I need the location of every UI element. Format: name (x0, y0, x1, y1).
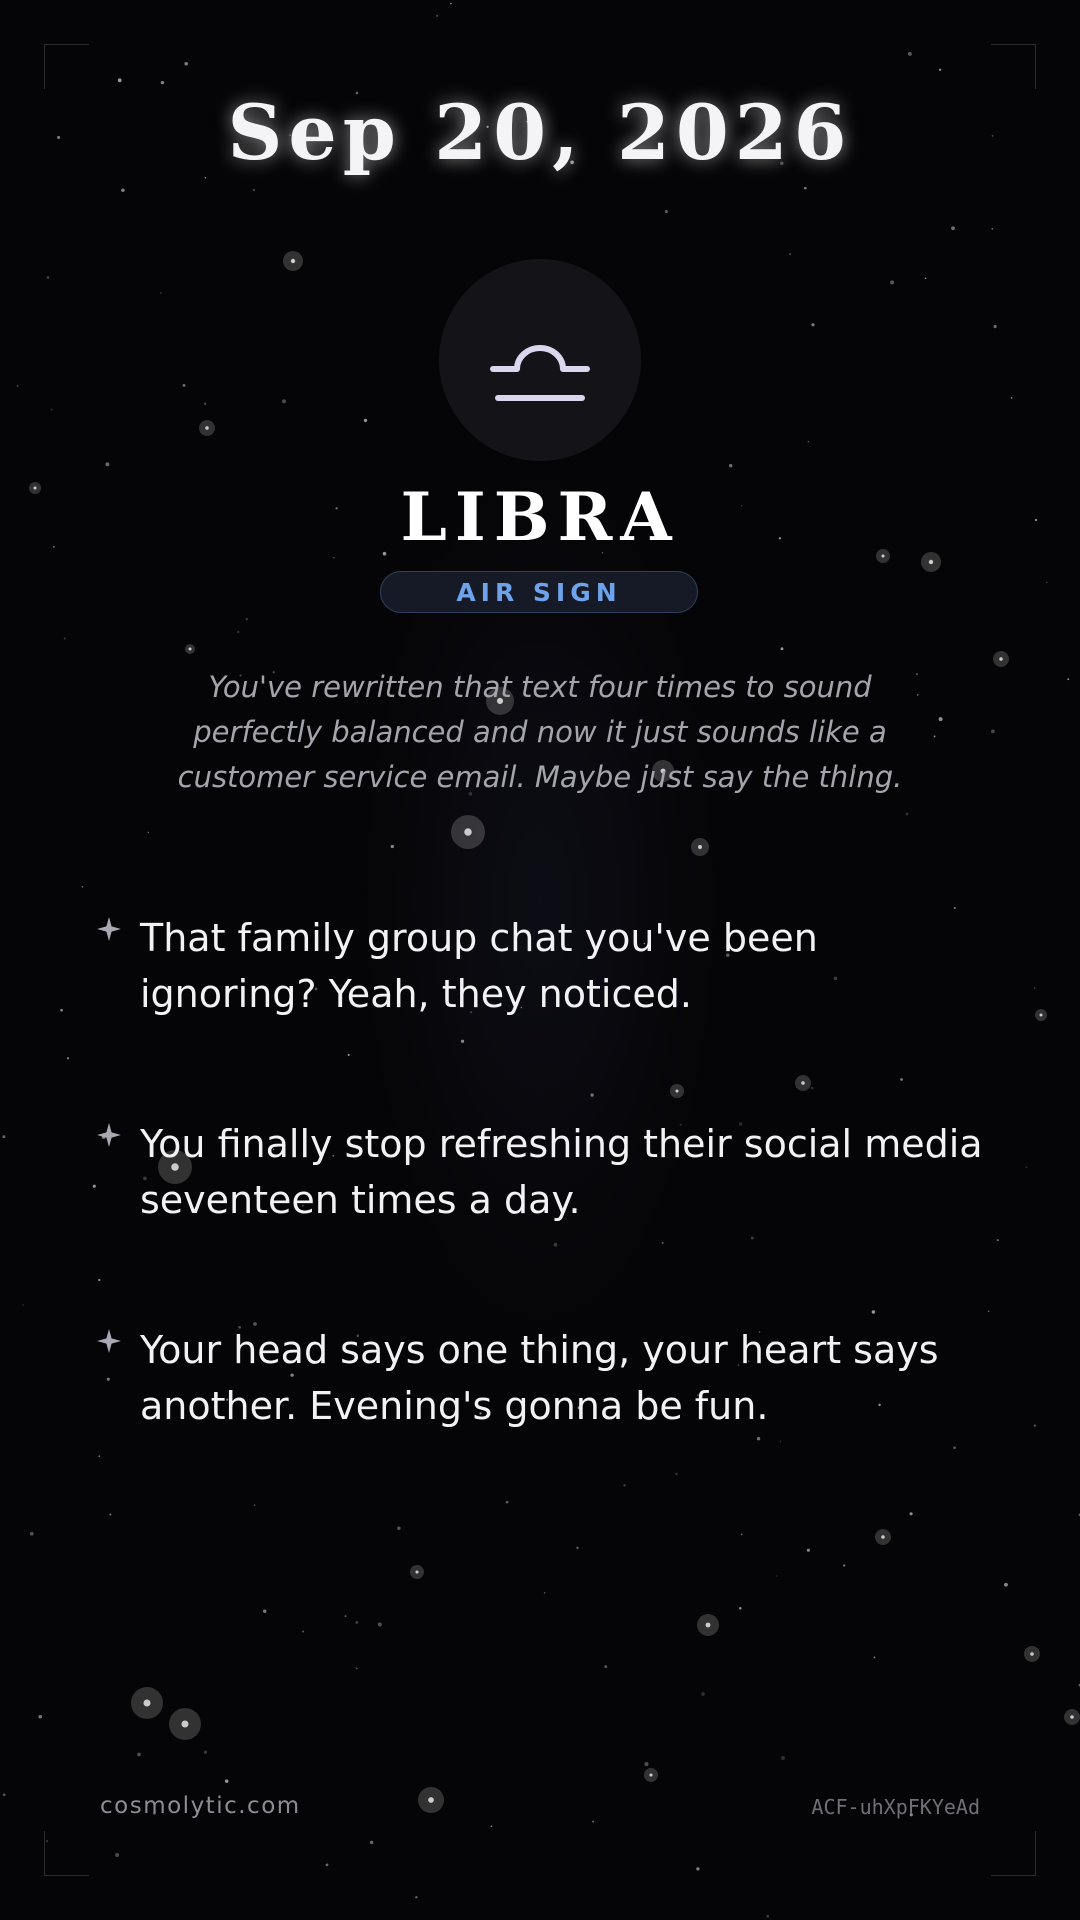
star (205, 177, 206, 178)
star (592, 1821, 594, 1823)
star (415, 1896, 417, 1898)
star (370, 1841, 373, 1844)
star (776, 1575, 778, 1577)
star-core (649, 1773, 652, 1776)
frame-corner-top-right (991, 44, 1036, 89)
star (282, 399, 286, 403)
star (544, 1592, 546, 1594)
star (811, 323, 814, 326)
star (17, 385, 19, 387)
star-core (999, 657, 1003, 661)
star (729, 464, 732, 467)
star (355, 1621, 358, 1624)
star-core (189, 648, 192, 651)
star (51, 409, 53, 411)
horoscope-intro: You've rewritten that text four times to sound perfectly balanced and now it just sounds like a customer service email. Maybe just say the thing. (177, 670, 903, 794)
star (263, 1610, 266, 1613)
star (807, 1549, 810, 1552)
element-badge: AIR SIGN (380, 571, 698, 613)
star (118, 78, 122, 82)
star (997, 1239, 999, 1241)
star (645, 1762, 649, 1766)
star (874, 1657, 876, 1659)
prediction-text: Your head says one thing, your heart says another. Evening's gonna be fun. (140, 1328, 939, 1428)
star (1067, 678, 1069, 680)
star (804, 187, 807, 190)
star-core (1040, 1014, 1043, 1017)
prediction-item (96, 1322, 996, 1528)
sparkle-icon (96, 1122, 122, 1148)
star (1026, 1166, 1028, 1168)
star (925, 278, 927, 280)
star-core (428, 1797, 434, 1803)
sparkle-icon (96, 1328, 122, 1354)
star (951, 226, 955, 230)
star (182, 384, 185, 387)
sign-name: LIBRA (400, 478, 680, 556)
star (1034, 987, 1035, 988)
star (345, 1615, 347, 1617)
star-core (205, 426, 209, 430)
star-core (1030, 1652, 1034, 1656)
star-core (881, 1535, 885, 1539)
star (30, 1532, 34, 1536)
star-core (143, 1699, 150, 1706)
star (47, 276, 50, 279)
star (115, 1853, 119, 1857)
star (604, 1665, 607, 1668)
sparkle-icon (96, 916, 122, 942)
star (1034, 1424, 1036, 1426)
star-core (291, 259, 295, 263)
star (2, 1135, 5, 1138)
star (1004, 1583, 1008, 1587)
star-core (464, 828, 471, 835)
star (161, 81, 164, 84)
star (436, 15, 438, 17)
star-core (698, 845, 702, 849)
frame-corner-bottom-right (991, 1831, 1036, 1876)
star (665, 210, 668, 213)
star (160, 292, 162, 294)
star (906, 813, 909, 816)
star (741, 1534, 743, 1536)
star (701, 1692, 705, 1696)
star (739, 1607, 742, 1610)
star (378, 1623, 382, 1627)
star (766, 1915, 769, 1918)
star (105, 462, 109, 466)
footer-reference-code: ACF-uhXpFKYeAd (811, 1795, 980, 1819)
star (137, 1753, 141, 1757)
star (204, 1751, 207, 1754)
star (148, 832, 150, 834)
star (991, 228, 993, 230)
star (333, 557, 335, 559)
prediction-list (96, 910, 996, 1528)
libra-icon (439, 259, 641, 461)
star-core (1070, 1715, 1074, 1719)
horoscope-date: Sep 20, 2026 (227, 88, 853, 177)
star (954, 907, 956, 909)
star (67, 1057, 69, 1059)
prediction-item (96, 910, 996, 1116)
star (82, 886, 83, 887)
star (60, 1009, 63, 1012)
frame-corner-bottom-left (44, 1831, 89, 1876)
star-core (181, 1720, 188, 1727)
star (908, 52, 912, 56)
star (491, 1825, 493, 1827)
star (939, 69, 941, 71)
star (576, 1547, 578, 1549)
star-core (706, 1623, 711, 1628)
star (184, 62, 188, 66)
star (696, 1867, 699, 1870)
star (38, 1715, 41, 1718)
star (991, 730, 995, 734)
prediction-item (96, 1116, 996, 1322)
star (204, 403, 206, 405)
star (3, 1793, 6, 1796)
star (843, 1564, 845, 1566)
star (64, 638, 66, 640)
prediction-text: That family group chat you've been ignoring? Yeah, they noticed. (140, 916, 818, 1016)
star (364, 419, 367, 422)
star (225, 1779, 229, 1783)
star (789, 253, 791, 255)
star (22, 1304, 24, 1306)
star (237, 631, 239, 633)
star (808, 441, 809, 442)
star (391, 845, 394, 848)
star (253, 189, 255, 191)
star (781, 647, 784, 650)
star (246, 618, 248, 620)
star (1011, 397, 1013, 399)
footer-site-link[interactable]: cosmolytic.com (100, 1793, 301, 1819)
star (450, 3, 452, 5)
prediction-text: You finally stop refreshing their social media seventeen times a day. (140, 1122, 983, 1222)
sign-icon-circle (439, 259, 641, 461)
star (781, 1756, 785, 1760)
star (993, 325, 996, 328)
frame-corner-top-left (44, 44, 89, 89)
star (1046, 581, 1048, 583)
star (890, 280, 894, 284)
star (356, 1668, 358, 1670)
star-core (415, 1570, 418, 1573)
star (302, 1631, 304, 1633)
star (326, 1864, 329, 1867)
star (121, 189, 125, 193)
star-core (929, 560, 933, 564)
